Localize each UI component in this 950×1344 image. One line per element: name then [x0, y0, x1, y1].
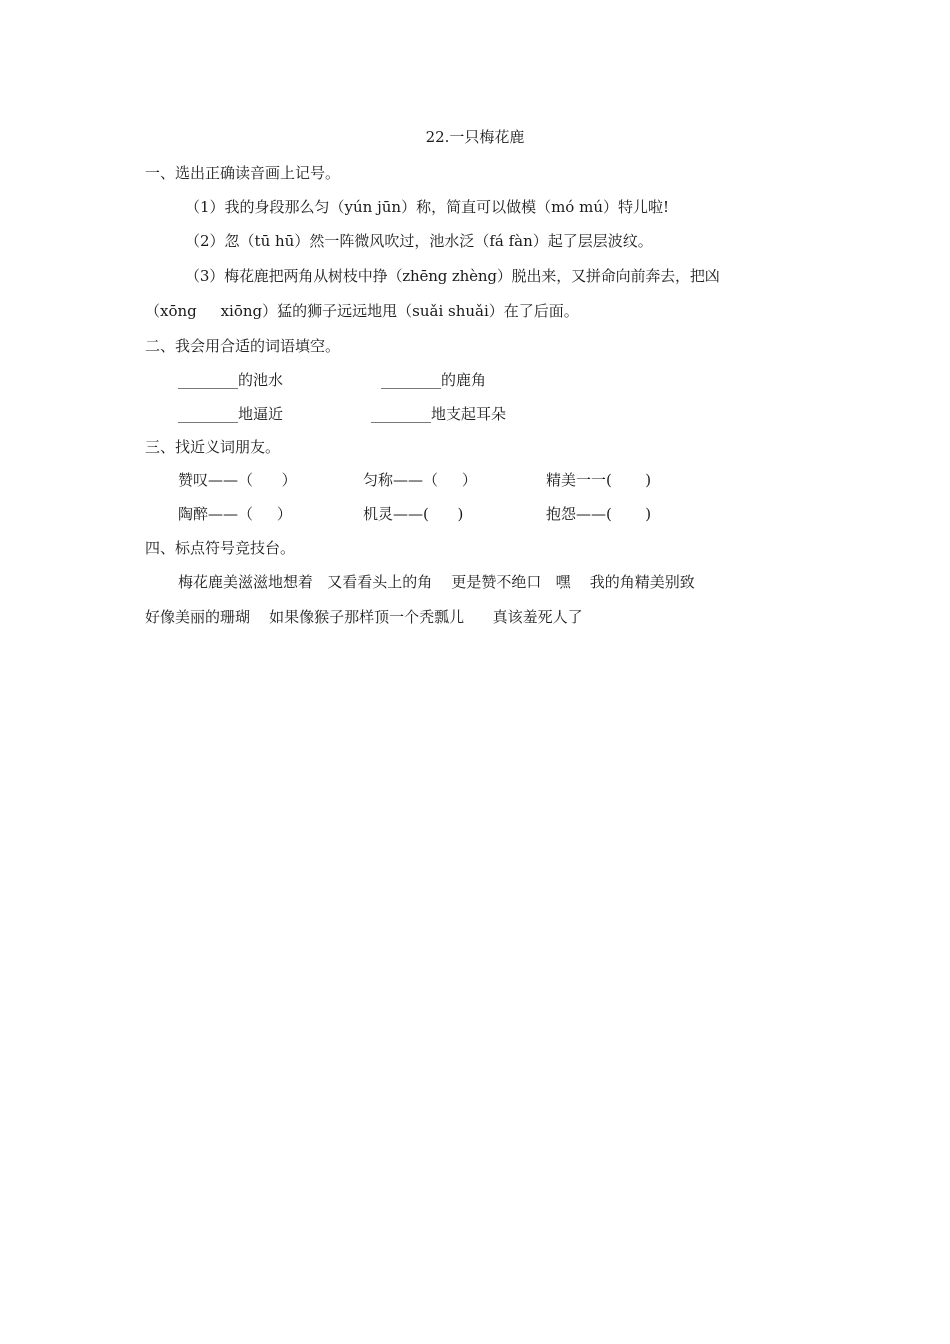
- question-1-1: （1）我的身段那么匀（yún jūn）称，简直可以做模（mó mú）特儿啦!: [185, 198, 670, 216]
- fill-blank-4: ________地支起耳朵: [371, 405, 507, 423]
- question-1-2: （2）忽（tū hū）然一阵微风吹过，池水泛（fá fàn）起了层层波纹。: [185, 232, 653, 250]
- section-3-heading: 三、找近义词朋友。: [145, 438, 281, 456]
- synonym-pair-1: 赞叹——（ ）: [178, 471, 297, 489]
- section-1-heading: 一、选出正确读音画上记号。: [145, 164, 341, 182]
- section-4-heading: 四、标点符号竞技台。: [145, 539, 296, 557]
- synonym-pair-5: 机灵——( ): [363, 505, 464, 523]
- page-title: 22.一只梅花鹿: [425, 128, 525, 146]
- section-2-heading: 二、我会用合适的词语填空。: [145, 337, 341, 355]
- question-1-3-line2: （xōng xiōng）猛的狮子远远地甩（suǎi shuǎi）在了后面。: [145, 302, 579, 320]
- fill-blank-1: ________的池水: [178, 371, 284, 389]
- synonym-pair-4: 陶醉——（ ）: [178, 505, 292, 523]
- punctuation-paragraph-line1: 梅花鹿美滋滋地想着 又看看头上的角 更是赞不绝口 嘿 我的角精美别致: [178, 573, 695, 591]
- synonym-pair-3: 精美一一( ): [546, 471, 652, 489]
- fill-blank-2: ________的鹿角: [381, 371, 487, 389]
- fill-blank-3: ________地逼近: [178, 405, 284, 423]
- synonym-pair-2: 匀称——（ ）: [363, 471, 477, 489]
- question-1-3-line1: （3）梅花鹿把两角从树枝中挣（zhēng zhèng）脱出来，又拼命向前奔去，把凶: [185, 267, 720, 285]
- punctuation-paragraph-line2: 好像美丽的珊瑚 如果像猴子那样顶一个秃瓢儿 真该羞死人了: [145, 608, 583, 626]
- synonym-pair-6: 抱怨——( ): [546, 505, 652, 523]
